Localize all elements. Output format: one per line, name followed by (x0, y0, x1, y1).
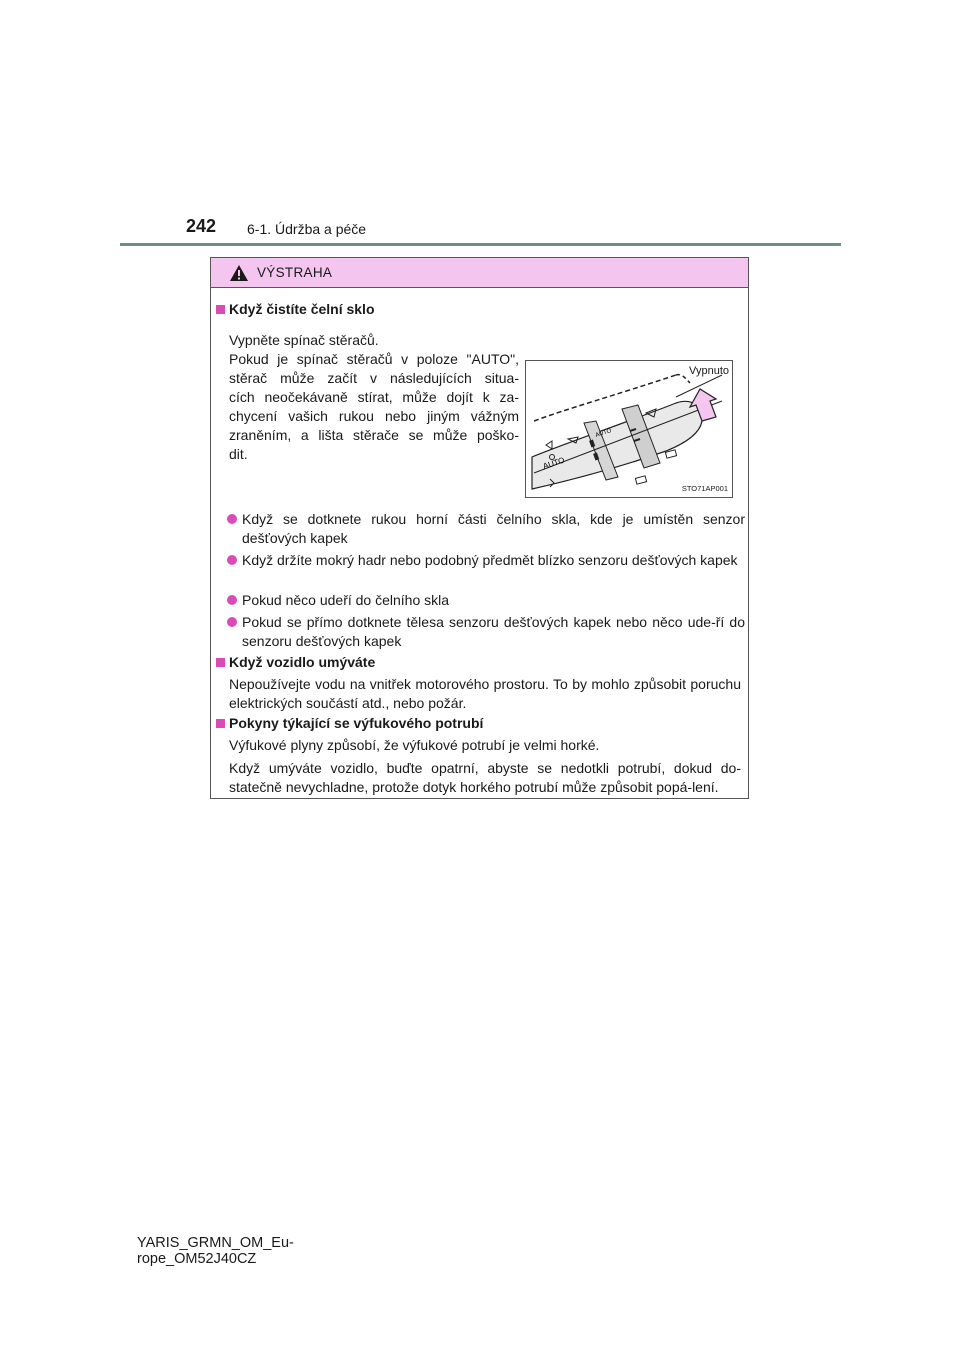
warning-triangle-icon (229, 264, 249, 282)
list-item (227, 591, 745, 610)
bullet-dot-icon (227, 617, 237, 627)
intro-line: Pokud je spínač stěračů v poloze "AUTO", (229, 351, 519, 367)
warning-label: VÝSTRAHA (257, 265, 333, 280)
intro-line: dit. (229, 446, 248, 462)
switch-label-auto: AUTO (594, 428, 613, 439)
square-bullet-icon (216, 305, 225, 314)
heading-text: Když vozidlo umýváte (229, 654, 376, 670)
page-number: 242 (186, 216, 217, 236)
section-heading-exhaust (216, 715, 483, 731)
section-title: 6-1. Údržba a péče (247, 221, 367, 237)
intro-paragraph (229, 331, 519, 464)
footer-line: rope_OM52J40CZ (137, 1251, 257, 1267)
off-position-callout: Vypnuto (689, 365, 729, 377)
bullet-dot-icon (227, 514, 237, 524)
section-heading-washing-vehicle (216, 654, 375, 670)
warning-box (210, 257, 749, 799)
bullet-text: Pokud se přímo dotknete tělesa senzoru dešťových kapek nebo něco ude-ří do senzoru dešťových kapek (242, 614, 745, 649)
exhaust-paragraph-1: Výfukové plyny způsobí, že výfukové potrubí je velmi horké. (229, 737, 600, 753)
header-divider (120, 243, 841, 246)
wiper-lever-drawing (526, 361, 732, 497)
square-bullet-icon (216, 658, 225, 667)
intro-line: chycení vašich rukou nebo jiným vážným (229, 408, 519, 424)
intro-line: zraněním, a lišta stěrače se může poško- (229, 427, 519, 443)
intro-line: Vypněte spínač stěračů. (229, 332, 379, 348)
switch-label-auto: AUTO (541, 455, 566, 471)
list-item (227, 551, 745, 570)
washing-paragraph: Nepoužívejte vodu na vnitřek motorového prostoru. To by mohlo způsobit poruchu elektrických součástí atd., nebo požár. (229, 676, 741, 711)
wiper-switch-illustration (525, 360, 733, 498)
heading-text: Pokyny týkající se výfukového potrubí (229, 715, 484, 731)
figure-code: STO71AP001 (681, 484, 728, 493)
list-item (227, 510, 745, 548)
footer-line: YARIS_GRMN_OM_Eu- (137, 1235, 294, 1251)
bullet-dot-icon (227, 595, 237, 605)
bullet-text: Když držíte mokrý hadr nebo podobný předmět blízko senzoru dešťových kapek (242, 552, 738, 568)
document-footer (137, 1235, 294, 1267)
warning-header (211, 258, 748, 288)
list-item (227, 613, 745, 651)
bullet-text: Pokud něco udeří do čelního skla (242, 592, 450, 608)
section-heading-cleaning-windshield (216, 301, 375, 317)
bullet-dot-icon (227, 555, 237, 565)
heading-text: Když čistíte čelní sklo (229, 301, 375, 317)
square-bullet-icon (216, 719, 225, 728)
intro-line: cích neočekávaně stírat, může dojít k za- (229, 389, 519, 405)
intro-line: stěrač může začít v následujících situa- (229, 370, 519, 386)
bullet-text: Když se dotknete rukou horní části čelního skla, kde je umístěn senzor dešťových kapek (242, 511, 745, 546)
exhaust-paragraph-2: Když umýváte vozidlo, buďte opatrní, abyste se nedotkli potrubí, dokud do-statečně nevychladne, protože dotyk horkého potrubí může způsobit popá-lení. (229, 760, 741, 795)
